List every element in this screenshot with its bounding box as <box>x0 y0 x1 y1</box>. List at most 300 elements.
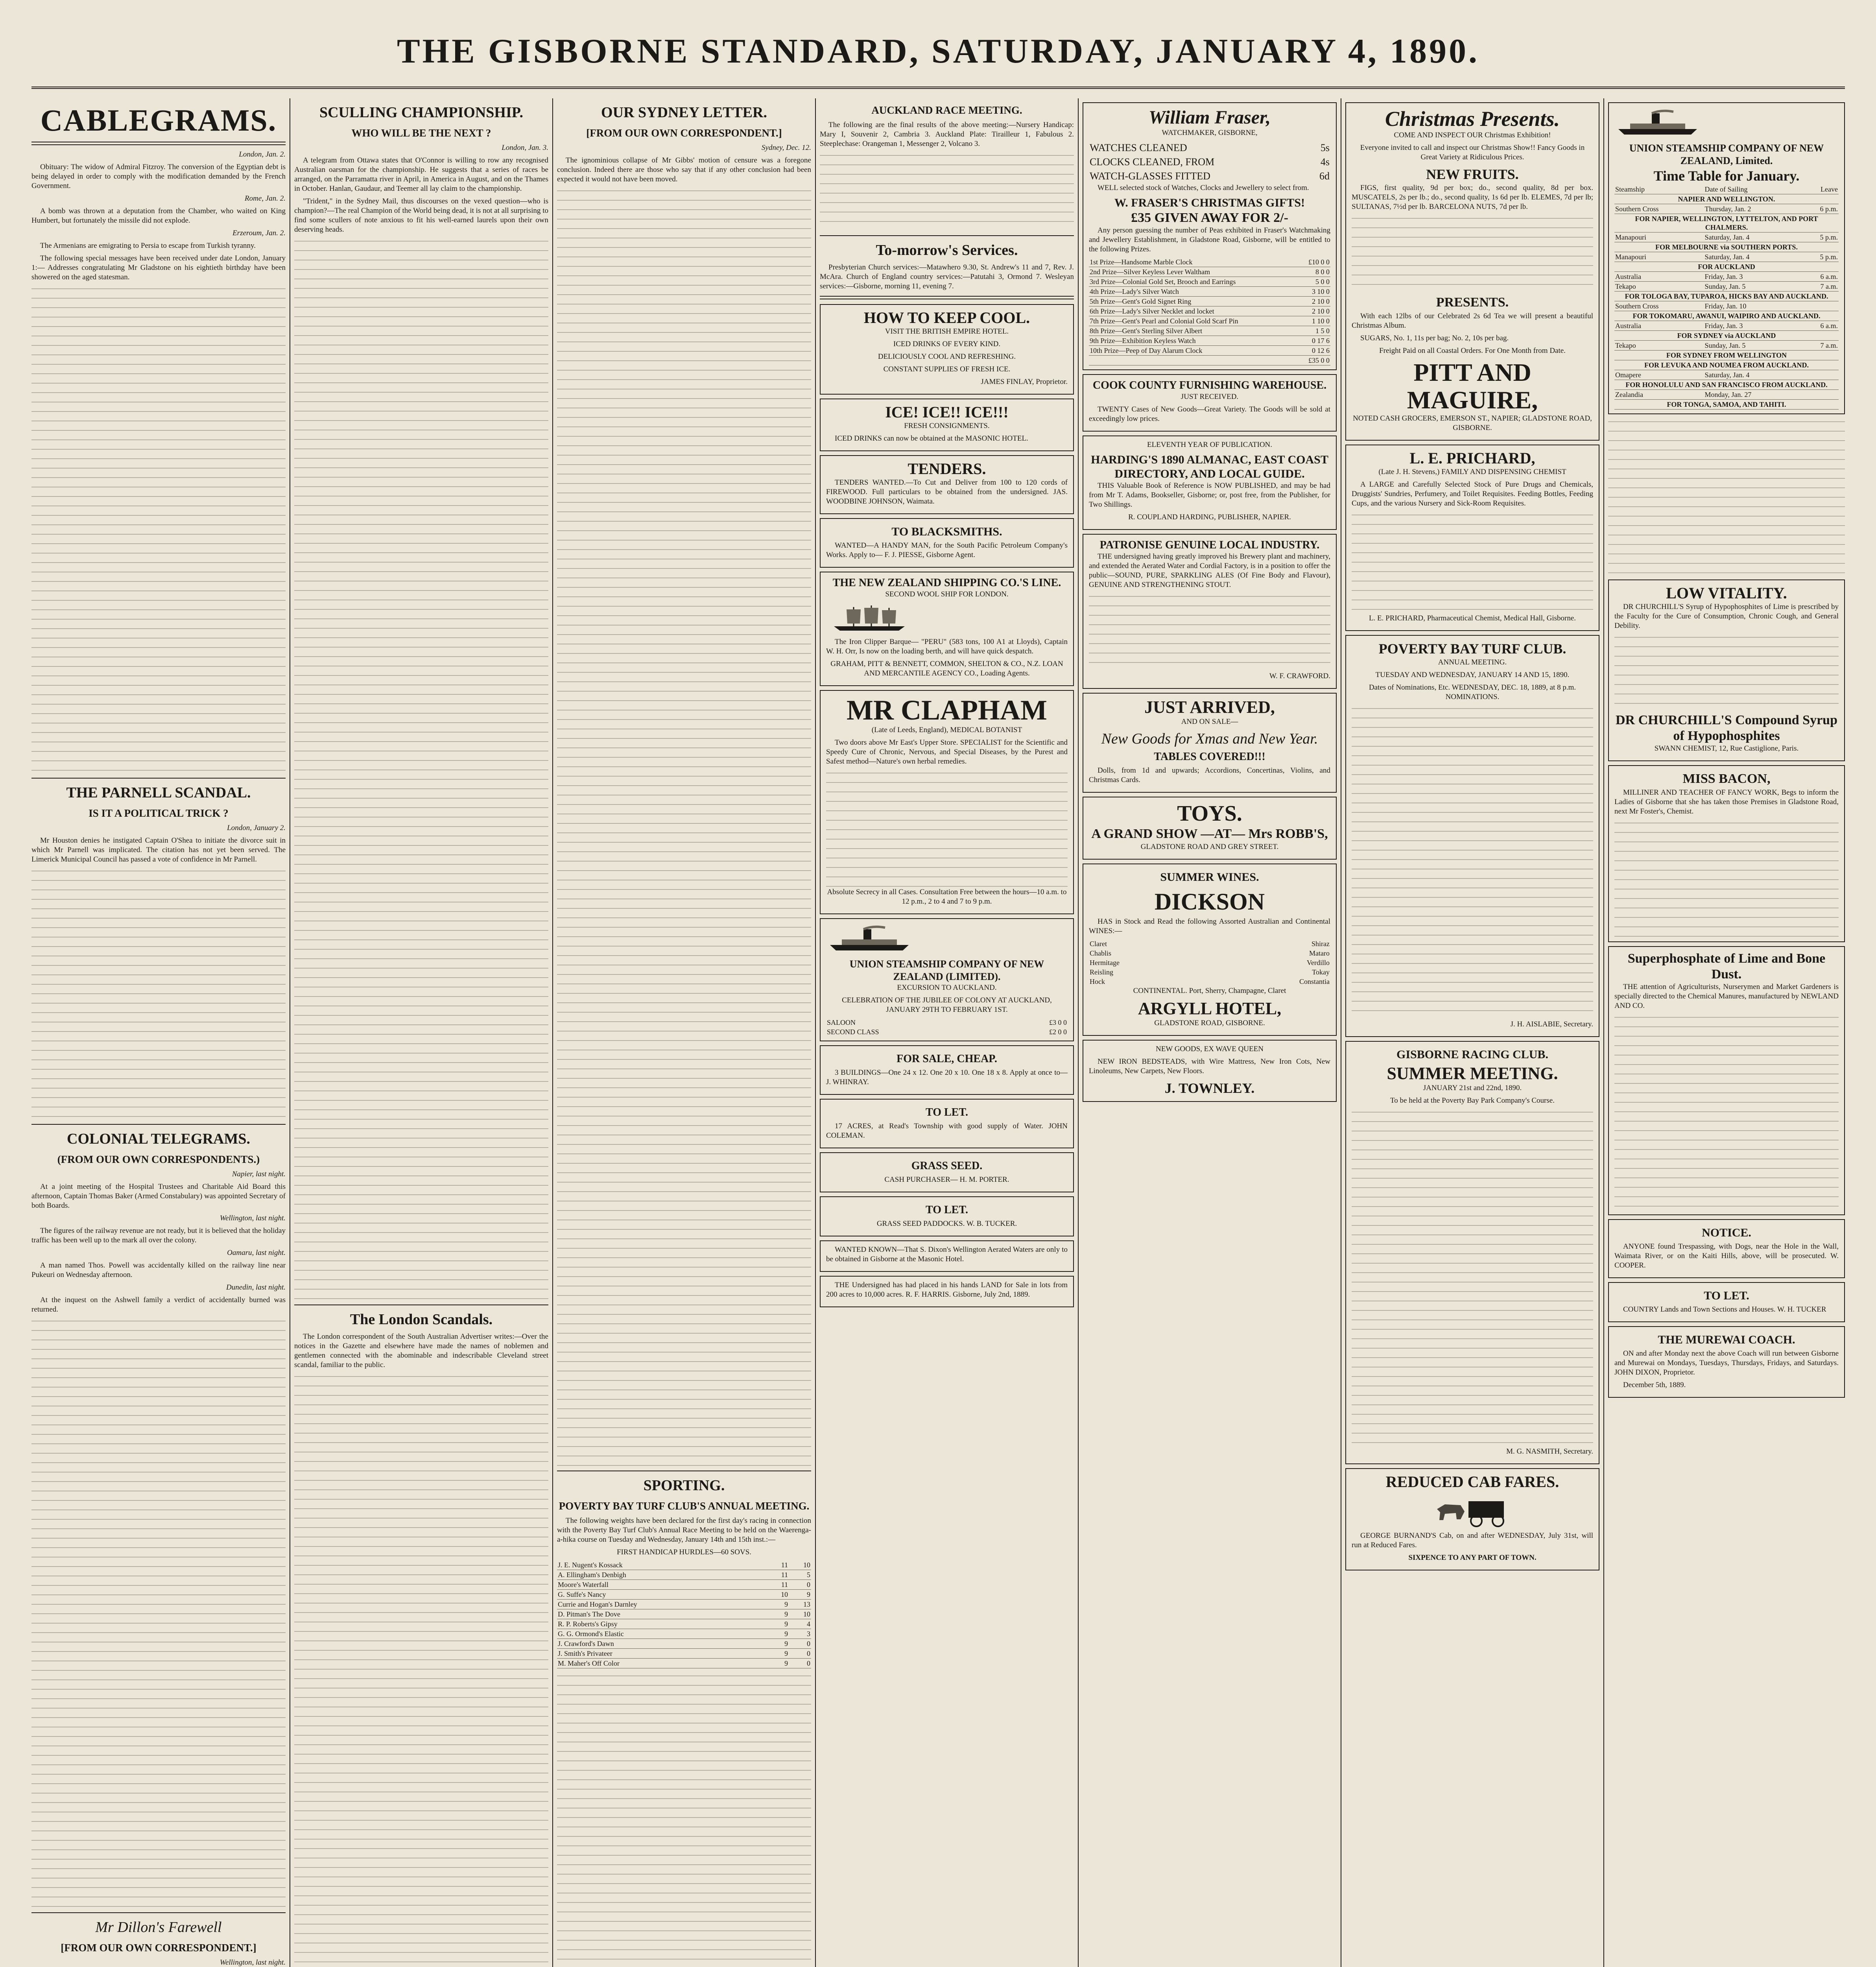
sculling-text-more: "Trident," in the Sydney Mail, thus discourses on the vexed question—who is champion?—The real Champion of the World being dead, it is not at all surprising to find some scullers of note anxious to fit his well-earned laurels upon their own deserving heads. <box>294 197 548 234</box>
timetable-row <box>1614 232 1839 242</box>
ad-address: GLADSTONE ROAD, GISBORNE. <box>1154 1019 1265 1027</box>
auckland-heading: AUCKLAND RACE MEETING. <box>871 104 1022 116</box>
parnell-text: Mr Houston denies he instigated Captain O'Shea to initiate the divorce suit in which Mr Parnell was implicated. The citation has not yet been served. The Limerick Municipal Council has passed a vote of confidence in Mr Parnell. <box>31 836 286 864</box>
dillon-dateline: Wellington, last night. <box>220 1958 286 1967</box>
sculling-subheading: WHO WILL BE THE NEXT ? <box>351 127 491 139</box>
price-value: 6d <box>1319 170 1330 182</box>
ad-title: THE NEW ZEALAND SHIPPING CO.'S LINE. <box>832 577 1061 589</box>
timetable-date: Friday, Jan. 10 <box>1704 301 1800 311</box>
weight-st: 9 <box>766 1619 789 1629</box>
weights-row <box>557 1609 811 1619</box>
colonial-dateline: Wellington, last night. <box>220 1214 286 1222</box>
column-6 <box>1345 98 1599 1967</box>
wine-name: Chablis <box>1090 949 1112 957</box>
ad-low-vitality <box>1608 579 1845 761</box>
ad-title: TO LET. <box>926 1106 968 1118</box>
ad-title: L. E. PRICHARD, <box>1409 449 1535 467</box>
weights-row <box>557 1649 811 1659</box>
wine-name: Claret <box>1090 940 1107 948</box>
horse-name: M. Maher's Off Color <box>557 1659 766 1668</box>
timetable-ship: Australia <box>1614 321 1704 331</box>
body-text-block <box>826 769 1068 888</box>
timetable-section: FOR LEVUKA AND NOUMEA FROM AUCKLAND. <box>1614 360 1839 370</box>
timetable-time: 7 a.m. <box>1800 341 1839 351</box>
prize-row <box>1089 346 1330 356</box>
prize-row <box>1089 306 1330 316</box>
timetable-time: 5 p.m. <box>1800 252 1839 262</box>
ad-title: TO LET. <box>926 1204 968 1216</box>
timetable-section-row <box>1614 331 1839 341</box>
prize-row <box>1089 277 1330 287</box>
prize-value: 2 10 0 <box>1299 306 1330 316</box>
wine-name: Mataro <box>1309 949 1330 957</box>
parnell-dateline: London, January 2. <box>227 824 286 832</box>
body-text-block <box>294 1373 548 1967</box>
ad-text: THE attention of Agriculturists, Nurserymen and Market Gardeners is specially directed to the Chemical Manures, manufactured by NEWLAND AND CO. <box>1614 983 1839 1010</box>
wine-name: Shiraz <box>1312 940 1330 948</box>
fares-table <box>826 1018 1068 1037</box>
ad-just-arrived <box>1083 693 1337 793</box>
fare-label: SALOON <box>827 1019 856 1026</box>
colonial-text: The figures of the railway revenue are not ready, but it is believed that the holiday traffic has been well up to the mark all over the colony. <box>31 1227 286 1244</box>
ad-sub: SUMMER MEETING. <box>1387 1064 1558 1083</box>
ad-title: Superphosphate of Lime and Bone Dust. <box>1627 951 1826 982</box>
timetable-col-header: Leave <box>1800 185 1839 194</box>
ad-text: Everyone invited to call and inspect our Christmas Show!! Fancy Goods in Great Variety at Ridiculous Prices. <box>1360 144 1585 161</box>
sydney-text: The ignominious collapse of Mr Gibbs' motion of censure was a foregone conclusion. Indeed there are those who say that if any other conclusion had been expected it would not have been moved. <box>557 156 811 183</box>
timetable-section: FOR TOKOMARU, AWANUI, WAIPIRO AND AUCKLAND. <box>1614 311 1839 321</box>
ad-sub: A GRAND SHOW —AT— Mrs ROBB'S, <box>1091 827 1328 841</box>
timetable-section-row <box>1614 380 1839 390</box>
fare-value: £3 0 0 <box>1049 1019 1067 1026</box>
price-value: 4s <box>1320 156 1330 168</box>
timetable-section: FOR SYDNEY via AUCKLAND <box>1614 331 1839 341</box>
ad-sub: NEW GOODS, EX WAVE QUEEN <box>1156 1045 1264 1053</box>
timetable-section-row <box>1614 311 1839 321</box>
ad-line: CONSTANT SUPPLIES OF FRESH ICE. <box>883 365 1011 373</box>
timetable-ship: Zealandia <box>1614 390 1704 400</box>
ad-sub: (Late J. H. Stevens,) FAMILY AND DISPENSING CHEMIST <box>1378 468 1566 476</box>
ad-sub: JUST RECEIVED. <box>1181 393 1239 401</box>
timetable-ship: Tekapo <box>1614 341 1704 351</box>
weights-row <box>557 1590 811 1600</box>
sydney-heading: OUR SYDNEY LETTER. <box>601 104 767 121</box>
timetable-row <box>1614 321 1839 331</box>
weight-lb: 0 <box>789 1580 811 1590</box>
timetable-section: FOR NAPIER, WELLINGTON, LYTTELTON, AND PORT CHALMERS. <box>1614 214 1839 232</box>
sculling-dateline: London, Jan. 3. <box>502 144 548 152</box>
ad-title: SUMMER WINES. <box>1160 871 1259 884</box>
weight-lb: 13 <box>789 1600 811 1609</box>
ad-william-fraser <box>1083 102 1337 370</box>
cab-horse-icon <box>1429 1493 1516 1529</box>
ad-keep-cool <box>820 304 1074 395</box>
timetable-col-header: Steamship <box>1614 185 1704 194</box>
weights-row <box>557 1560 811 1570</box>
prize-row <box>1089 316 1330 326</box>
colonial-dateline: Oamaru, last night. <box>227 1249 286 1257</box>
timetable-row <box>1614 252 1839 262</box>
timetable-time: 6 a.m. <box>1800 272 1839 282</box>
ad-title: TO BLACKSMITHS. <box>891 525 1002 538</box>
weight-lb: 10 <box>789 1560 811 1570</box>
prize-row <box>1089 297 1330 306</box>
timetable-time <box>1800 370 1839 380</box>
weight-st: 9 <box>766 1649 789 1659</box>
ad-text: Freight Paid on all Coastal Orders. For One Month from Date. <box>1379 347 1566 355</box>
ad-text: A LARGE and Carefully Selected Stock of Pure Drugs and Chemicals, Druggists' Sundries, Perfumery, and Toilet Requisites. Feeding Bottles, Feeding Cups, and the various Nursery and Sick-Room Requisites. <box>1352 480 1593 507</box>
wine-name: Constantia <box>1299 978 1330 985</box>
prize-item: 1st Prize—Handsome Marble Clock <box>1089 257 1299 267</box>
ad-title: PRESENTS. <box>1436 295 1509 310</box>
ad-title: GISBORNE RACING CLUB. <box>1396 1048 1548 1061</box>
wine-name: Tokay <box>1312 968 1330 976</box>
weight-st: 9 <box>766 1629 789 1639</box>
ad-furnishing <box>1083 374 1337 432</box>
wines-table <box>1089 939 1330 986</box>
prize-item: 5th Prize—Gent's Gold Signet Ring <box>1089 297 1299 306</box>
ad-agents: GRAHAM, PITT & BENNETT, COMMON, SHELTON & CO., N.Z. LOAN AND MERCANTILE AGENCY CO., Loading Agents. <box>830 660 1063 677</box>
ad-line: ICED DRINKS OF EVERY KIND. <box>893 340 1001 348</box>
weights-row <box>557 1629 811 1639</box>
timetable-date: Monday, Jan. 27 <box>1704 390 1800 400</box>
ad-date: December 5th, 1889. <box>1623 1381 1686 1389</box>
ad-paddocks <box>820 1196 1074 1236</box>
programme-list <box>1352 1109 1593 1447</box>
timetable-section-row <box>1614 292 1839 301</box>
horse-name: J. Smith's Privateer <box>557 1649 766 1659</box>
divider <box>31 778 286 779</box>
colonial-text: At a joint meeting of the Hospital Trustees and Charitable Aid Board this afternoon, Captain Thomas Baker (Armed Constabulary) was appointed Secretary of both Boards. <box>31 1183 286 1210</box>
timetable-section: FOR SYDNEY FROM WELLINGTON <box>1614 351 1839 360</box>
prize-item: 7th Prize—Gent's Pearl and Colonial Gold Scarf Pin <box>1089 316 1299 326</box>
divider <box>31 142 286 145</box>
sailing-ship-icon <box>826 605 913 632</box>
timetable-date: Friday, Jan. 3 <box>1704 272 1800 282</box>
ad-title: JUST ARRIVED, <box>1144 697 1275 717</box>
ad-text: To be held at the Poverty Bay Park Company's Course. <box>1390 1096 1555 1105</box>
masthead-title: THE GISBORNE STANDARD, SATURDAY, JANUARY 4, 1890. <box>397 32 1480 70</box>
weight-st: 9 <box>766 1659 789 1668</box>
ad-text: GRASS SEED PADDOCKS. W. B. TUCKER. <box>876 1220 1017 1228</box>
horse-name: Currie and Hogan's Darnley <box>557 1600 766 1609</box>
ad-ice <box>820 399 1074 451</box>
ad-sub: ELEVENTH YEAR OF PUBLICATION. <box>1147 441 1273 449</box>
ad-sub: ANNUAL MEETING. <box>1438 658 1507 666</box>
sydney-subheading: [FROM OUR OWN CORRESPONDENT.] <box>586 127 782 139</box>
divider <box>820 296 1074 299</box>
ad-title: HARDING'S 1890 ALMANAC, EAST COAST DIRECTORY, AND LOCAL GUIDE. <box>1091 453 1328 480</box>
ad-sub: AND ON SALE— <box>1181 718 1238 726</box>
ad-footer: SIXPENCE TO ANY PART OF TOWN. <box>1408 1554 1537 1562</box>
ad-blacksmiths <box>820 518 1074 568</box>
colonial-dateline: Dunedin, last night. <box>226 1283 286 1292</box>
timetable-section-row <box>1614 214 1839 232</box>
timetable-ship: Omapere <box>1614 370 1704 380</box>
body-text-block <box>31 867 286 1119</box>
nominations-list <box>1352 705 1593 1020</box>
auckland-text: The following are the final results of the above meeting:—Nursery Handicap: Mary I, Souvenir 2, Cambria 3. Auckland Plate: Tirailleur 1, Fabulous 2. Steeplechase: Orangeman 1, Messenger 2, Volcano 3. <box>820 121 1074 148</box>
weight-st: 10 <box>766 1590 789 1600</box>
ad-sign: L. E. PRICHARD, Pharmaceutical Chemist, Medical Hall, Gisborne. <box>1369 614 1576 622</box>
ad-title: William Fraser, <box>1148 107 1271 128</box>
ad-land <box>820 1276 1074 1307</box>
timetable-section-row <box>1614 194 1839 204</box>
ad-title: REDUCED CAB FARES. <box>1385 1473 1559 1491</box>
horse-name: J. Crawford's Dawn <box>557 1639 766 1649</box>
prize-row <box>1089 326 1330 336</box>
body-text-block <box>1352 511 1593 614</box>
horse-name: G. Suffe's Nancy <box>557 1590 766 1600</box>
timetable-section-row <box>1614 242 1839 252</box>
sculling-heading: SCULLING CHAMPIONSHIP. <box>319 104 523 121</box>
ad-nz-shipping <box>820 572 1074 686</box>
prizes-table <box>1089 257 1330 365</box>
masthead <box>31 28 1845 89</box>
timetable-ship: Southern Cross <box>1614 301 1704 311</box>
ad-sign: R. COUPLAND HARDING, PUBLISHER, NAPIER. <box>1128 513 1291 521</box>
ad-title: TABLES COVERED!!! <box>1154 751 1265 763</box>
timetable-section-row <box>1614 400 1839 410</box>
prize-item: 2nd Prize—Silver Keyless Lever Waltham <box>1089 267 1299 277</box>
prizes-total-label <box>1089 356 1299 365</box>
timetable-ship: Tekapo <box>1614 282 1704 292</box>
ad-cab-fares <box>1345 1468 1599 1570</box>
cable-text: The Armenians are emigrating to Persia to escape from Turkish tyranny. <box>40 242 256 250</box>
prize-item: 6th Prize—Lady's Silver Necklet and locket <box>1089 306 1299 316</box>
prize-value: 5 0 0 <box>1299 277 1330 287</box>
ad-text: CELEBRATION OF THE JUBILEE OF COLONY AT AUCKLAND, JANUARY 29TH TO FEBRUARY 1ST. <box>842 996 1052 1014</box>
timetable-section: FOR HONOLULU AND SAN FRANCISCO FROM AUCKLAND. <box>1614 380 1839 390</box>
sporting-intro: The following weights have been declared for the first day's racing in connection with the Poverty Bay Turf Club's Annual Race Meeting to be held on the Waerenga-a-hika course on Tuesday and Wednesday, January 14th and 15th inst.:— <box>557 1517 811 1544</box>
weights-row <box>557 1619 811 1629</box>
ad-tenders <box>820 455 1074 514</box>
weights-row <box>557 1600 811 1609</box>
ad-title: NEW FRUITS. <box>1426 166 1519 182</box>
ad-sub: £35 GIVEN AWAY FOR 2/- <box>1131 210 1288 225</box>
ad-title: FOR SALE, CHEAP. <box>896 1053 997 1065</box>
steamship-icon <box>826 925 913 953</box>
horse-name: A. Ellingham's Denbigh <box>557 1570 766 1580</box>
ad-to-let <box>820 1099 1074 1148</box>
weight-lb: 5 <box>789 1570 811 1580</box>
ad-title: PATRONISE GENUINE LOCAL INDUSTRY. <box>1099 539 1320 551</box>
column-4 <box>820 98 1074 1967</box>
cable-text: The following special messages have been received under date London, January 1:— Addresses congratulating Mr Gladstone on his eightieth birthday have been showered on the aged statesman. <box>31 254 286 281</box>
ad-sub: FRESH CONSIGNMENTS. <box>904 422 990 430</box>
timetable <box>1614 185 1839 410</box>
weights-row <box>557 1580 811 1590</box>
body-text-block <box>557 187 811 1466</box>
ad-title: ICE! ICE!! ICE!!! <box>885 403 1009 421</box>
body-text-block <box>294 238 548 1300</box>
ad-text: THE undersigned having greatly improved his Brewery plant and machinery, and extended the Aerated Water and Cordial Factory, is in a position to offer the public—SOUND, PURE, SPARKLING ALES (Of Fine Body and Flavour), GENUINE AND STRENGTHENING STOUT. <box>1089 552 1330 589</box>
column-rule <box>815 98 816 1967</box>
ad-sign: J. TOWNLEY. <box>1164 1080 1255 1096</box>
ad-title: GRASS SEED. <box>911 1160 983 1172</box>
ad-title: W. FRASER'S CHRISTMAS GIFTS! <box>1114 196 1305 209</box>
body-text-block <box>1608 418 1845 576</box>
ad-wanted-known <box>820 1240 1074 1272</box>
body-text-block <box>1614 1014 1839 1210</box>
prize-item: 3rd Prize—Colonial Gold Set, Brooch and Earrings <box>1089 277 1299 287</box>
timetable-section: FOR TONGA, SAMOA, AND TAHITI. <box>1614 400 1839 410</box>
ad-title-italic: New Goods for Xmas and New Year. <box>1101 731 1318 747</box>
horse-name: J. E. Nugent's Kossack <box>557 1560 766 1570</box>
ad-christmas-presents <box>1345 102 1599 441</box>
sporting-subheading: POVERTY BAY TURF CLUB'S ANNUAL MEETING. <box>559 1500 810 1512</box>
ad-union-steamship <box>1608 102 1845 414</box>
timetable-row <box>1614 204 1839 214</box>
ad-title: TENDERS. <box>908 460 986 478</box>
timetable-ship: Manapouri <box>1614 232 1704 242</box>
ad-text: WANTED KNOWN—That S. Dixon's Wellington Aerated Waters are only to be obtained in Gisborne at the Masonic Hotel. <box>826 1246 1068 1263</box>
ad-grass-seed <box>820 1152 1074 1192</box>
column-3 <box>557 98 811 1967</box>
prize-row <box>1089 287 1330 297</box>
ad-title: TOYS. <box>1177 801 1242 826</box>
weight-st: 11 <box>766 1570 789 1580</box>
ad-title: TO LET. <box>1704 1289 1749 1302</box>
horse-name: R. P. Roberts's Gipsy <box>557 1619 766 1629</box>
ad-title: NOTICE. <box>1702 1226 1751 1239</box>
ad-almanac <box>1083 435 1337 530</box>
ad-text: DR CHURCHILL'S Syrup of Hypophosphites of Lime is prescribed by the Faculty for the Cure of Consumption, Chronic Cough, and General Debility. <box>1614 603 1839 630</box>
wine-name: Hermitage <box>1090 959 1120 967</box>
prizes-total: £35 0 0 <box>1299 356 1330 365</box>
dillon-subheading: [FROM OUR OWN CORRESPONDENT.] <box>61 1942 256 1954</box>
timetable-ship: Manapouri <box>1614 252 1704 262</box>
ad-title: HOW TO KEEP COOL. <box>863 309 1030 327</box>
ad-text: THIS Valuable Book of Reference is NOW PUBLISHED, and may be had from Mr T. Adams, Bookseller, Gisborne; or, post free, from the Publisher, for Two Shillings. <box>1089 482 1330 509</box>
prize-row <box>1089 336 1330 346</box>
timetable-heading: Time Table for January. <box>1653 168 1800 184</box>
ad-clapham <box>820 690 1074 914</box>
ad-text: HAS in Stock and Read the following Assorted Australian and Continental WINES:— <box>1089 917 1330 935</box>
colonial-dateline: Napier, last night. <box>232 1170 286 1178</box>
timetable-row <box>1614 272 1839 282</box>
body-text-block <box>1352 215 1593 293</box>
weight-lb: 0 <box>789 1659 811 1668</box>
column-rule <box>552 98 553 1967</box>
body-text-block <box>31 285 286 773</box>
colonial-heading: COLONIAL TELEGRAMS. <box>67 1131 250 1147</box>
ad-text: CONTINENTAL. Port, Sherry, Champagne, Claret <box>1133 987 1286 995</box>
column-rule <box>1603 98 1604 1967</box>
timetable-row <box>1614 341 1839 351</box>
prize-item: 10th Prize—Peep of Day Alarum Clock <box>1089 346 1299 356</box>
cable-dateline: London, Jan. 2. <box>239 150 286 159</box>
ad-text: Dolls, from 1d and upwards; Accordions, Concertinas, Violins, and Christmas Cards. <box>1089 766 1330 784</box>
body-text-block <box>1614 819 1839 937</box>
timetable-section-row <box>1614 351 1839 360</box>
ad-text: ON and after Monday next the above Coach will run between Gisborne and Murewai on Mondays, Tuesdays, Thursdays, Fridays, and Saturdays. JOHN DIXON, Proprietor. <box>1614 1349 1839 1377</box>
ad-miss-bacon <box>1608 765 1845 942</box>
ad-title: DR CHURCHILL'S Compound Syrup of Hypophosphites <box>1616 713 1837 743</box>
ad-summer-wines <box>1083 864 1337 1036</box>
prize-value: £10 0 0 <box>1299 257 1330 267</box>
prize-value: 0 17 6 <box>1299 336 1330 346</box>
prize-item: 8th Prize—Gent's Sterling Silver Albert <box>1089 326 1299 336</box>
price-value: 5s <box>1320 142 1330 153</box>
steamship-icon <box>1614 109 1701 137</box>
weight-st: 9 <box>766 1600 789 1609</box>
ad-text: MILLINER AND TEACHER OF FANCY WORK, Begs to inform the Ladies of Gisborne that she has taken those Premises in Gladstone Road, next Mr Foster's, Chemist. <box>1614 788 1839 816</box>
prize-value: 1 5 0 <box>1299 326 1330 336</box>
ad-sign: JAMES FINLAY, Proprietor. <box>981 378 1068 386</box>
prize-value: 2 10 0 <box>1299 297 1330 306</box>
ad-footer: Absolute Secrecy in all Cases. Consultation Free between the hours—10 a.m. to 12 p.m., 2 to 4 and 7 to 9 p.m. <box>827 888 1067 906</box>
ad-text: SUGARS, No. 1, 11s per bag; No. 2, 10s per bag. <box>1360 334 1509 342</box>
ad-title: LOW VITALITY. <box>1666 584 1787 602</box>
ad-murewai-coach <box>1608 1326 1845 1398</box>
ad-title: POVERTY BAY TURF CLUB. <box>1378 641 1566 657</box>
cable-dateline: Rome, Jan. 2. <box>245 194 286 203</box>
weight-st: 11 <box>766 1580 789 1590</box>
colonial-text: At the inquest on the Ashwell family a verdict of accidentally burned was returned. <box>31 1296 286 1314</box>
timetable-col-header: Date of Sailing <box>1704 185 1800 194</box>
weights-list-block <box>557 1672 811 1967</box>
weights-row <box>557 1639 811 1649</box>
weight-st: 11 <box>766 1560 789 1570</box>
price-item: WATCHES CLEANED <box>1090 142 1187 153</box>
timetable-date: Saturday, Jan. 4 <box>1704 370 1800 380</box>
prize-value: 3 10 0 <box>1299 287 1330 297</box>
timetable-date: Thursday, Jan. 2 <box>1704 204 1800 214</box>
ad-line: DELICIOUSLY COOL AND REFRESHING. <box>878 352 1016 361</box>
ad-text: 3 BUILDINGS—One 24 x 12. One 20 x 10. One 18 x 8. Apply at once to— J. WHINRAY. <box>826 1068 1068 1086</box>
ad-text: ANYONE found Trespassing, with Dogs, near the Hole in the Wall, Waimata River, or on the Kaiti Hills, above, will be prosecuted. W. COOPER. <box>1614 1242 1839 1270</box>
ad-bedsteads <box>1083 1040 1337 1102</box>
timetable-ship: Southern Cross <box>1614 204 1704 214</box>
ad-text: CASH PURCHASER— H. M. PORTER. <box>884 1175 1009 1184</box>
ad-title-large: PITT AND MAGUIRE, <box>1407 358 1538 414</box>
ad-text: WANTED—A HANDY MAN, for the South Pacific Petroleum Company's Works. Apply to— F. J. PIESSE, Gisborne Agent. <box>826 541 1068 559</box>
ad-sign: M. G. NASMITH, Secretary. <box>1506 1447 1593 1456</box>
body-text-block <box>820 152 1074 231</box>
ad-text: With each 12lbs of our Celebrated 2s 6d Tea we will present a beautiful Christmas Album. <box>1352 312 1593 330</box>
ad-superphosphate <box>1608 946 1845 1215</box>
ad-sub: (Late of Leeds, England), MEDICAL BOTANIST <box>871 726 1022 734</box>
ad-toys <box>1083 797 1337 860</box>
ad-sub: COME AND INSPECT OUR Christmas Exhibition! <box>1394 131 1551 139</box>
weights-row <box>557 1570 811 1580</box>
ad-title: THE MUREWAI COACH. <box>1658 1333 1795 1346</box>
ad-text: 17 ACRES, at Read's Township with good supply of Water. JOHN COLEMAN. <box>826 1122 1068 1140</box>
column-rule <box>1078 98 1079 1967</box>
ad-text: GEORGE BURNAND'S Cab, on and after WEDNESDAY, July 31st, will run at Reduced Fares. <box>1352 1532 1593 1549</box>
timetable-time: 7 a.m. <box>1800 282 1839 292</box>
ad-brewery <box>1083 534 1337 689</box>
timetable-row <box>1614 390 1839 400</box>
timetable-time <box>1800 390 1839 400</box>
timetable-date: Friday, Jan. 3 <box>1704 321 1800 331</box>
weight-lb: 0 <box>789 1639 811 1649</box>
prize-value: 1 10 0 <box>1299 316 1330 326</box>
timetable-section: FOR MELBOURNE via SOUTHERN PORTS. <box>1614 242 1839 252</box>
ad-text: Two doors above Mr East's Upper Store. SPECIALIST for the Scientific and Speedy Cure of Chronic, Nervous, and Special Diseases, by the Purest and Safest method—Nature's own herbal remedies. <box>826 738 1068 766</box>
ad-turf-club <box>1345 635 1599 1037</box>
fare-value: £2 0 0 <box>1049 1028 1067 1036</box>
timetable-date: Saturday, Jan. 4 <box>1704 252 1800 262</box>
ad-sign: J. H. AISLABIE, Secretary. <box>1510 1020 1593 1028</box>
timetable-time: 5 p.m. <box>1800 232 1839 242</box>
ad-text: FIGS, first quality, 9d per box; do., second quality, 8d per box. MUSCATELS, 2s per lb.; do., second quality, 1s 6d per lb. ELEMES, 7d per lb; SULTANAS, 7½d per lb. BARCELONA NUTS, 7d per lb. <box>1352 184 1593 211</box>
column-7 <box>1608 98 1845 1967</box>
fraser-price-table <box>1089 141 1330 183</box>
timetable-row <box>1614 370 1839 380</box>
cable-text: A bomb was thrown at a deputation from the Chamber, who waited on King Humbert, but fortunately the missile did not explode. <box>31 207 286 225</box>
